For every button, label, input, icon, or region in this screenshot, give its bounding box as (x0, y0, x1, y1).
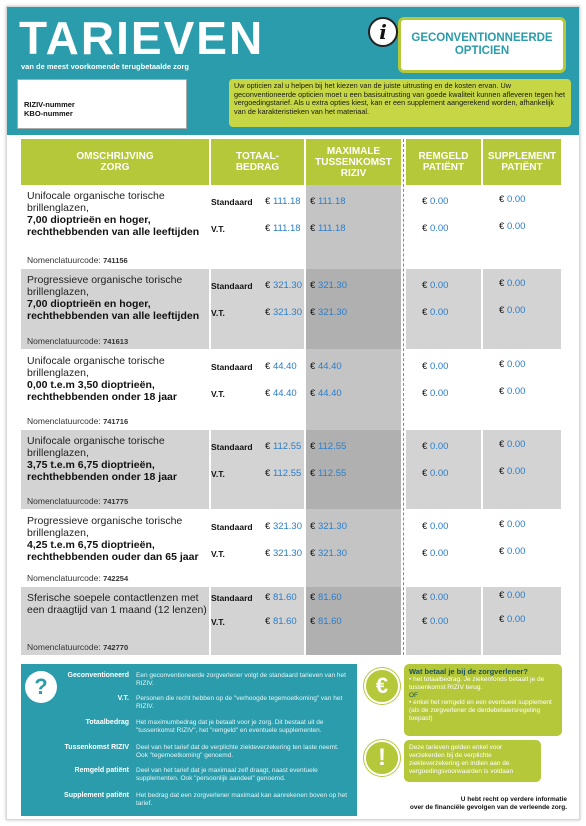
max-riziv-vt-value: 321.30 (317, 548, 347, 559)
currency-symbol: € (265, 280, 271, 291)
supplement-vt (499, 466, 525, 477)
max-riziv-standard-value: 321.30 (317, 280, 347, 291)
currency-symbol: € (265, 616, 271, 627)
remgeld-standard-value: 0.00 (429, 441, 449, 452)
max-riziv-cell (306, 587, 401, 655)
remgeld-vt (422, 616, 448, 627)
provider-id-box (17, 79, 187, 129)
total-standard (265, 280, 302, 291)
currency-symbol: € (422, 521, 428, 532)
currency-symbol: € (499, 439, 505, 450)
total-vt-value: 321.30 (272, 307, 302, 318)
nomenclature-code (27, 255, 128, 265)
care-description-detail: 4,25 t.e.m 6,75 dioptrieën, rechthebbenden ouder dan 65 jaar (27, 539, 199, 563)
remgeld-vt-value: 0.00 (429, 388, 449, 399)
info-icon: i (368, 17, 398, 47)
currency-symbol: € (499, 546, 505, 557)
validity-note: Deze tarieven gelden enkel voor verzekerden bij de verplichte ziekteverzekering en indien aan de vergoedingsvoorwaarden is voldaan (404, 740, 541, 782)
euro-icon: € (364, 668, 400, 704)
tariff-standard-label: Standaard (211, 281, 253, 291)
total-vt (265, 388, 297, 399)
supplement-cell (483, 185, 561, 268)
supplement-cell (483, 269, 561, 349)
column-header-description (21, 139, 209, 185)
max-riziv-standard (310, 441, 346, 452)
kbo-label: KBO-nummer (24, 109, 73, 118)
supplement-cell (483, 430, 561, 509)
header-text: BEDRAG (235, 162, 280, 173)
total-standard-value: 44.40 (272, 361, 297, 372)
currency-symbol: € (310, 361, 316, 372)
badge-line-2: OPTICIEN (454, 45, 510, 57)
max-riziv-standard (310, 521, 347, 532)
max-riziv-cell (306, 269, 401, 349)
currency-symbol: € (265, 196, 271, 207)
max-riziv-vt (310, 307, 347, 318)
header-text: TOTAAL- (236, 151, 279, 162)
remgeld-vt-value: 0.00 (429, 223, 449, 234)
care-description: Unifocale organische torische brillenglazen, (27, 355, 165, 379)
total-vt-value: 112.55 (272, 468, 302, 479)
total-standard (265, 521, 302, 532)
remgeld-vt-value: 0.00 (429, 307, 449, 318)
header-text: MAXIMALE (326, 145, 381, 157)
currency-symbol: € (422, 441, 428, 452)
currency-symbol: € (499, 519, 505, 530)
supplement-standard (499, 359, 525, 370)
nomenclature-value: 742770 (103, 643, 129, 652)
remgeld-cell (406, 587, 481, 655)
nomenclature-label: Nomenclatuurcode: (27, 416, 101, 426)
currency-symbol: € (310, 592, 316, 603)
currency-symbol: € (310, 548, 316, 559)
description-cell (21, 185, 209, 268)
max-riziv-cell (306, 350, 401, 429)
remgeld-cell (406, 430, 481, 509)
tariff-vt-label: V.T. (211, 389, 225, 399)
tariff-vt-label: V.T. (211, 308, 225, 318)
tariff-vt-label: V.T. (211, 617, 225, 627)
max-riziv-cell (306, 510, 401, 586)
nomenclature-code (27, 416, 128, 426)
total-vt (265, 307, 302, 318)
nomenclature-value: 741613 (103, 337, 129, 346)
max-riziv-standard-value: 112.55 (317, 441, 347, 452)
max-riziv-vt (310, 468, 346, 479)
column-header-remgeld (406, 139, 481, 185)
column-header-total (211, 139, 304, 185)
max-riziv-standard (310, 280, 347, 291)
max-riziv-cell (306, 430, 401, 509)
legend-definition: Een geconventioneerde zorgverlener volgt de standaard tarieven van het RIZIV. (136, 672, 346, 687)
total-cell (211, 350, 304, 429)
remgeld-standard-value: 0.00 (429, 361, 449, 372)
legend-definition: Deel van het tarief dat je maximaal zelf draagt, naast eventuele supplementen. Ook "persoonlijk aandeel" genoemd. (136, 767, 318, 782)
max-riziv-cell (306, 185, 401, 268)
currency-symbol: € (422, 388, 428, 399)
tariff-vt-label: V.T. (211, 224, 225, 234)
currency-symbol: € (499, 614, 505, 625)
description-cell (21, 510, 209, 586)
table-row (21, 430, 561, 509)
total-standard-value: 321.30 (272, 521, 302, 532)
care-description-detail: 3,75 t.e.m 6,75 dioptrieën, rechthebbenden onder 18 jaar (27, 459, 177, 483)
table-row (21, 350, 561, 429)
currency-symbol: € (499, 359, 505, 370)
legend-definition: Het bedrag dat een zorgverlener maximaal kan aanrekenen boven op het tarief. (136, 792, 348, 807)
supplement-standard-value: 0.00 (506, 439, 526, 450)
header-text: OMSCHRIJVING (76, 151, 154, 162)
currency-symbol: € (310, 468, 316, 479)
payment-info-title: Wat betaal je bij de zorgverlener? (409, 667, 528, 676)
footnote (387, 796, 567, 812)
nomenclature-code (27, 336, 128, 346)
remgeld-standard (422, 361, 448, 372)
currency-symbol: € (310, 521, 316, 532)
max-riziv-vt (310, 223, 346, 234)
remgeld-standard-value: 0.00 (429, 592, 449, 603)
remgeld-vt (422, 468, 448, 479)
total-standard (265, 592, 297, 603)
total-vt-value: 111.18 (272, 223, 301, 234)
column-header-max-riziv (306, 139, 401, 185)
tariff-standard-label: Standaard (211, 593, 253, 603)
description-cell (21, 350, 209, 429)
nomenclature-code (27, 573, 128, 583)
remgeld-vt-value: 0.00 (429, 548, 449, 559)
payment-or: OF (409, 691, 419, 699)
max-riziv-vt (310, 548, 347, 559)
tariff-standard-label: Standaard (211, 197, 253, 207)
supplement-vt-value: 0.00 (506, 305, 526, 316)
payment-option-1-text: het totaalbedrag. Je ziekenfonds betaalt je de tussenkomst RIZIV terug. (409, 676, 545, 691)
nomenclature-value: 741775 (103, 497, 129, 506)
remgeld-standard (422, 196, 448, 207)
remgeld-standard (422, 521, 448, 532)
currency-symbol: € (422, 280, 428, 291)
nomenclature-value: 741156 (103, 256, 128, 265)
supplement-vt (499, 221, 525, 232)
care-description: Progressieve organische torische brillenglazen, (27, 274, 183, 298)
remgeld-standard (422, 441, 448, 452)
currency-symbol: € (265, 521, 271, 532)
geconventioneerd-badge (398, 17, 566, 73)
currency-symbol: € (265, 441, 271, 452)
intro-text: Uw opticien zal u helpen bij het kiezen van de juiste uitrusting en de kosten ervan. Uw geconventioneerde opticien moet u een basisuitrusting van goede kwaliteit kunnen afleveren tegen het vergoedingstarief. Als u extra opties kiest, kan er een supplement aangerekend worden, afhankelijk van de karakteristieken van het materiaal. (229, 79, 571, 127)
supplement-standard-value: 0.00 (506, 359, 526, 370)
header-text: PATIËNT (501, 162, 543, 173)
currency-symbol: € (499, 194, 505, 205)
header-text: ZORG (100, 162, 130, 173)
total-vt (265, 223, 301, 234)
table-row (21, 269, 561, 349)
badge-line-1: GECONVENTIONNEERDE (411, 32, 553, 44)
supplement-standard (499, 519, 525, 530)
max-riziv-vt (310, 388, 342, 399)
max-riziv-standard-value: 81.60 (317, 592, 342, 603)
care-description: Progressieve organische torische brillenglazen, (27, 515, 183, 539)
supplement-standard (499, 194, 525, 205)
currency-symbol: € (265, 307, 271, 318)
table-row (21, 185, 561, 268)
total-vt (265, 616, 297, 627)
supplement-standard-value: 0.00 (506, 519, 526, 530)
supplement-standard-value: 0.00 (506, 194, 526, 205)
currency-symbol: € (265, 548, 271, 559)
legend-term: Remgeld patiënt (74, 767, 129, 774)
total-vt (265, 548, 302, 559)
currency-symbol: € (310, 388, 316, 399)
currency-symbol: € (499, 278, 505, 289)
supplement-vt-value: 0.00 (506, 614, 526, 625)
currency-symbol: € (422, 468, 428, 479)
currency-symbol: € (499, 386, 505, 397)
legend-term: V.T. (117, 695, 129, 702)
tariff-vt-label: V.T. (211, 469, 225, 479)
total-standard (265, 196, 301, 207)
header-text: TUSSENKOMST (315, 156, 392, 168)
remgeld-vt (422, 307, 448, 318)
care-description: Sferische soepele contactlenzen met een draagtijd van 1 maand (12 lenzen) (27, 592, 207, 616)
care-description-detail: 7,00 dioptrieën en hoger, rechthebbenden van alle leeftijden (27, 214, 200, 238)
description-cell (21, 587, 209, 655)
description-cell (21, 430, 209, 509)
max-riziv-standard-value: 44.40 (317, 361, 342, 372)
payment-option-1: • het totaalbedrag. Je ziekenfonds betaalt je de tussenkomst RIZIV terug. (409, 676, 545, 691)
currency-symbol: € (310, 196, 316, 207)
total-standard-value: 112.55 (272, 441, 302, 452)
footnote-line-2: over de financiële gevolgen van de verleende zorg. (409, 804, 567, 811)
supplement-vt-value: 0.00 (506, 466, 526, 477)
tariff-standard-label: Standaard (211, 362, 253, 372)
currency-symbol: € (422, 616, 428, 627)
total-cell (211, 587, 304, 655)
currency-symbol: € (265, 592, 271, 603)
remgeld-standard-value: 0.00 (429, 196, 449, 207)
nomenclature-code (27, 642, 128, 652)
currency-symbol: € (310, 223, 316, 234)
exclamation-icon: ! (364, 740, 400, 776)
nomenclature-code (27, 496, 128, 506)
remgeld-standard (422, 592, 448, 603)
table-row (21, 510, 561, 586)
header-text: REMGELD (418, 151, 469, 162)
total-cell (211, 269, 304, 349)
supplement-cell (483, 587, 561, 655)
remgeld-standard (422, 280, 448, 291)
remgeld-cell (406, 269, 481, 349)
currency-symbol: € (265, 388, 271, 399)
supplement-vt (499, 614, 525, 625)
description-cell (21, 269, 209, 349)
table-row (21, 587, 561, 655)
supplement-vt-value: 0.00 (506, 221, 526, 232)
legend-term: Totaalbedrag (85, 719, 129, 726)
legend-term: Tussenkomst RIZIV (64, 744, 129, 751)
currency-symbol: € (310, 280, 316, 291)
total-standard-value: 111.18 (272, 196, 301, 207)
total-vt-value: 321.30 (272, 548, 302, 559)
max-riziv-standard (310, 196, 346, 207)
total-vt (265, 468, 301, 479)
max-riziv-standard-value: 321.30 (317, 521, 347, 532)
tariff-vt-label: V.T. (211, 549, 225, 559)
care-description: Unifocale organische torische brillenglazen, (27, 190, 165, 214)
currency-symbol: € (265, 361, 271, 372)
supplement-standard (499, 590, 525, 601)
currency-symbol: € (499, 590, 505, 601)
supplement-standard-value: 0.00 (506, 590, 526, 601)
tariff-standard-label: Standaard (211, 522, 253, 532)
supplement-cell (483, 350, 561, 429)
currency-symbol: € (422, 223, 428, 234)
currency-symbol: € (310, 307, 316, 318)
legend-term: Supplement patiënt (64, 792, 129, 799)
payment-info-box (404, 664, 562, 736)
currency-symbol: € (422, 548, 428, 559)
currency-symbol: € (265, 468, 271, 479)
remgeld-cell (406, 350, 481, 429)
remgeld-vt (422, 548, 448, 559)
riziv-label: RIZIV-nummer (24, 100, 75, 109)
care-description: Unifocale organische torische brillenglazen, (27, 435, 165, 459)
max-riziv-vt (310, 616, 342, 627)
max-riziv-standard-value: 111.18 (317, 196, 346, 207)
total-standard (265, 441, 301, 452)
nomenclature-value: 742254 (103, 574, 129, 583)
header-text: RIZIV (340, 167, 367, 179)
total-cell (211, 185, 304, 268)
supplement-vt-value: 0.00 (506, 546, 526, 557)
total-standard (265, 361, 297, 372)
total-cell (211, 430, 304, 509)
supplement-vt (499, 386, 525, 397)
nomenclature-value: 741716 (103, 417, 129, 426)
remgeld-standard-value: 0.00 (429, 280, 449, 291)
total-standard-value: 321.30 (272, 280, 302, 291)
remgeld-vt (422, 388, 448, 399)
nomenclature-label: Nomenclatuurcode: (27, 336, 101, 346)
supplement-vt (499, 305, 525, 316)
page-title: TARIEVEN (19, 12, 265, 64)
max-riziv-vt-value: 112.55 (317, 468, 347, 479)
supplement-vt (499, 546, 525, 557)
care-description-detail: 0,00 t.e.m 3,50 dioptrieën, rechthebbenden onder 18 jaar (27, 379, 177, 403)
care-description-detail: 7,00 dioptrieën en hoger, rechthebbenden van alle leeftijden (27, 298, 200, 322)
remgeld-standard-value: 0.00 (429, 521, 449, 532)
header-text: PATIËNT (422, 162, 465, 173)
nomenclature-label: Nomenclatuurcode: (27, 642, 101, 652)
currency-symbol: € (422, 361, 428, 372)
legend-definition: Deel van het tarief dat de verplichte ziekteverzekering ten laste neemt. Ook "tegemoetkoming" genoemd. (136, 744, 339, 759)
max-riziv-vt-value: 81.60 (317, 616, 342, 627)
remgeld-vt (422, 223, 448, 234)
max-riziv-vt-value: 321.30 (317, 307, 347, 318)
max-riziv-standard (310, 361, 342, 372)
supplement-standard (499, 439, 525, 450)
legend-box (21, 664, 357, 816)
total-standard-value: 81.60 (272, 592, 297, 603)
supplement-vt-value: 0.00 (506, 386, 526, 397)
payment-option-2: • enkel het remgeld en een eventueel supplement (als de zorgverlener de derdebetalersregeling toepast) (409, 699, 552, 722)
currency-symbol: € (499, 221, 505, 232)
currency-symbol: € (499, 305, 505, 316)
legend-term: Geconventioneerd (67, 672, 129, 679)
remgeld-vt-value: 0.00 (429, 616, 449, 627)
question-icon: ? (25, 671, 57, 703)
total-cell (211, 510, 304, 586)
remgeld-cell (406, 185, 481, 268)
column-divider (403, 139, 404, 655)
max-riziv-standard (310, 592, 342, 603)
footnote-line-1: U hebt recht op verdere informatie (460, 796, 567, 803)
total-vt-value: 44.40 (272, 388, 297, 399)
max-riziv-vt-value: 44.40 (317, 388, 342, 399)
nomenclature-label: Nomenclatuurcode: (27, 255, 101, 265)
currency-symbol: € (310, 441, 316, 452)
currency-symbol: € (265, 223, 271, 234)
column-header-supplement (483, 139, 561, 185)
legend-definition: Het maximumbedrag dat je betaalt voor je zorg. Dit bestaat uit de "tussenkomst RIZIV", het "remgeld" en eventuele supplementen. (136, 719, 324, 734)
page-subtitle: van de meest voorkomende terugbetaalde zorg (21, 62, 189, 71)
currency-symbol: € (422, 196, 428, 207)
currency-symbol: € (310, 616, 316, 627)
currency-symbol: € (499, 466, 505, 477)
payment-option-2-text: enkel het remgeld en een eventueel supplement (als de zorgverlener de derdebetalersregeling toepast) (409, 699, 552, 722)
total-vt-value: 81.60 (272, 616, 297, 627)
supplement-standard (499, 278, 525, 289)
max-riziv-vt-value: 111.18 (317, 223, 346, 234)
currency-symbol: € (422, 592, 428, 603)
remgeld-cell (406, 510, 481, 586)
legend-definition: Personen die recht hebben op de "verhoogde tegemoetkoming" van het RIZIV. (136, 695, 343, 710)
header-banner (7, 7, 580, 135)
nomenclature-label: Nomenclatuurcode: (27, 573, 101, 583)
tariff-sheet (6, 6, 580, 820)
supplement-cell (483, 510, 561, 586)
tariff-standard-label: Standaard (211, 442, 253, 452)
nomenclature-label: Nomenclatuurcode: (27, 496, 101, 506)
remgeld-vt-value: 0.00 (429, 468, 449, 479)
header-text: SUPPLEMENT (487, 151, 557, 162)
currency-symbol: € (422, 307, 428, 318)
supplement-standard-value: 0.00 (506, 278, 526, 289)
